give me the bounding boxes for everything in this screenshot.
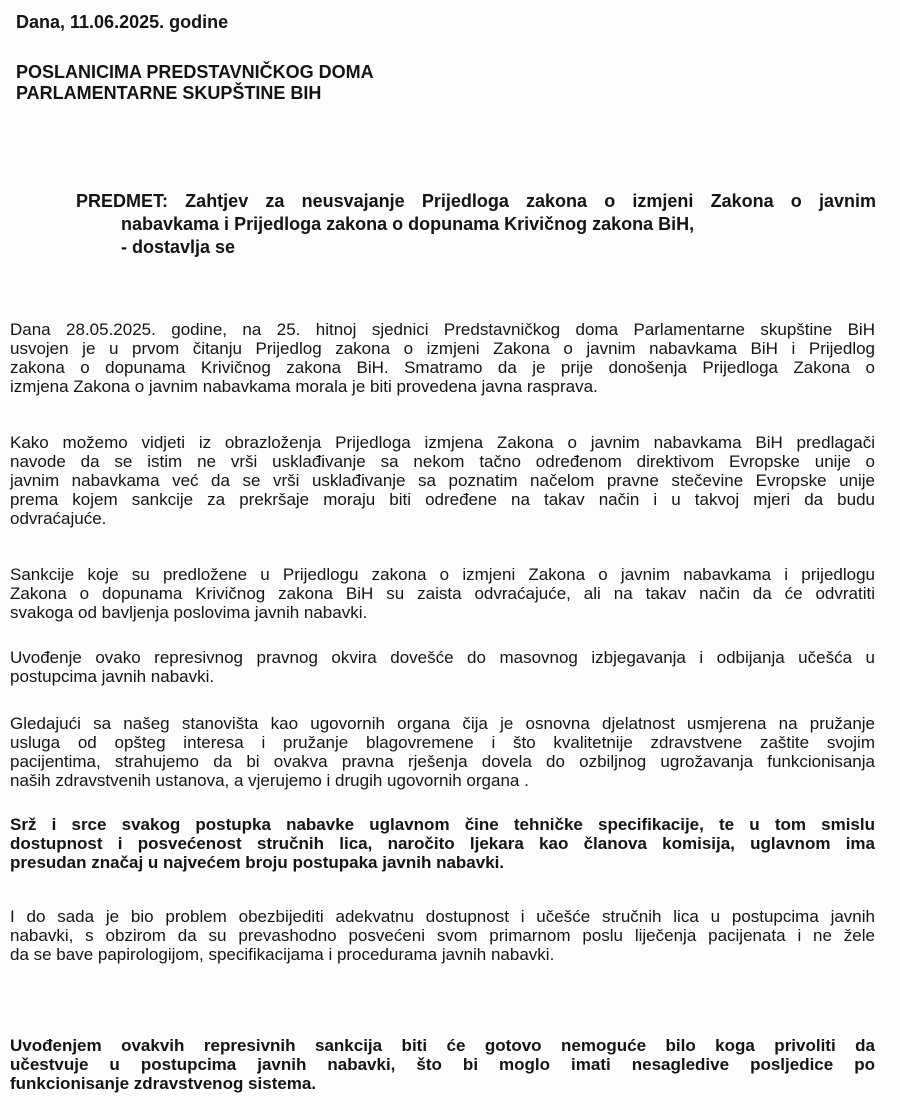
paragraph-5 [10,714,875,790]
paragraph-line: usluga od opšteg interesa i pružanje blagovremene i što kvalitetnije zdravstvene zaštite svojim [10,733,875,752]
paragraph-4 [10,648,875,686]
paragraph-line: pacijentima, strahujemo da bi ovakva pravna rješenja dovela do ozbiljnog ugrožavanja funkcionisanja [10,752,875,771]
recipient-line-1: POSLANICIMA PREDSTAVNIČKOG DOMA [16,62,374,82]
paragraph-line: dostupnost i posvećenost stručnih lica, naročito ljekara kao članova komisija, uglavnom ima [10,834,875,853]
paragraph-line: Uvođenjem ovakvih represivnih sankcija biti će gotovo nemoguće bilo koga privoliti da [10,1036,875,1055]
paragraph-1 [10,320,875,396]
paragraph-line: zakona o dopunama Krivičnog zakona BiH. Smatramo da je prije donošenja Prijedloga Zakona o [10,358,875,377]
paragraph-line: postupcima javnih nabavki. [10,667,215,686]
paragraph-3 [10,565,875,622]
paragraph-line: javnim nabavkama već da se vrši usklađivanje sa poznatim načelom pravne stečevine Evropske unije [10,471,875,490]
subject-block [76,190,876,259]
paragraph-8 [10,1036,875,1093]
subject-line-3: - dostavlja se [121,237,236,257]
paragraph-line: Dana 28.05.2025. godine, na 25. hitnoj sjednici Predstavničkog doma Parlamentarne skupštine BiH [10,320,875,339]
paragraph-line: presudan značaj u najvećem broju postupaka javnih nabavki. [10,853,505,872]
recipient-block [16,62,374,104]
subject-line-1: PREDMET: Zahtjev za neusvajanje Prijedloga zakona o izmjeni Zakona o javnim [76,191,876,211]
paragraph-line: prema kojem sankcije za prekršaje moraju biti određene na takav način i u takvoj mjeri da budu [10,490,875,509]
paragraph-line: I do sada je bio problem obezbijediti adekvatnu dostupnost i učešće stručnih lica u postupcima javnih [10,907,875,926]
document-date: Dana, 11.06.2025. godine [16,12,229,32]
paragraph-line: naših zdravstvenih ustanova, a vjerujemo i drugih ugovornih organa . [10,771,529,790]
paragraph-line: funkcionisanje zdravstvenog sistema. [10,1074,317,1093]
paragraph-line: odvraćajuće. [10,509,107,528]
subject-line-2: nabavkama i Prijedloga zakona o dopunama Krivičnog zakona BiH, [121,214,695,234]
paragraph-line: navode da se istim ne vrši usklađivanje sa nekom tačno određenom direktivom Evropske unije o [10,452,875,471]
paragraph-line: učestvuje u postupcima javnih nabavki, što bi moglo imati nesagledive posljedice po [10,1055,875,1074]
paragraph-line: Zakona o dopunama Krivičnog zakona BiH su zaista odvraćajuće, ali na takav način da će odvratiti [10,584,875,603]
paragraph-7 [10,907,875,964]
paragraph-2 [10,433,875,528]
paragraph-line: Gledajući sa našeg stanovišta kao ugovornih organa čija je osnovna djelatnost usmjerena na pružanje [10,714,875,733]
paragraph-line: Srž i srce svakog postupka nabavke uglavnom čine tehničke specifikacije, te u tom smislu [10,815,875,834]
paragraph-6 [10,815,875,872]
paragraph-line: svakoga od bavljenja poslovima javnih nabavki. [10,603,368,622]
paragraph-line: nabavki, s obzirom da su prevashodno posvećeni svom primarnom poslu liječenja pacijenata i ne žele [10,926,875,945]
paragraph-line: usvojen je u prvom čitanju Prijedlog zakona o izmjeni Zakona o javnim nabavkama BiH i Prijedlog [10,339,875,358]
paragraph-line: Kako možemo vidjeti iz obrazloženja Prijedloga izmjena Zakona o javnim nabavkama BiH predlagači [10,433,875,452]
paragraph-line: izmjena Zakona o javnim nabavkama morala je biti provedena javna rasprava. [10,377,598,396]
paragraph-line: Uvođenje ovako represivnog pravnog okvira dovešće do masovnog izbjegavanja i odbijanja učešća u [10,648,875,667]
paragraph-line: da se bave papirologijom, specifikacijama i procedurama javnih nabavki. [10,945,555,964]
paragraph-line: Sankcije koje su predložene u Prijedlogu zakona o izmjeni Zakona o javnim nabavkama i prijedlogu [10,565,875,584]
recipient-line-2: PARLAMENTARNE SKUPŠTINE BIH [16,83,322,103]
